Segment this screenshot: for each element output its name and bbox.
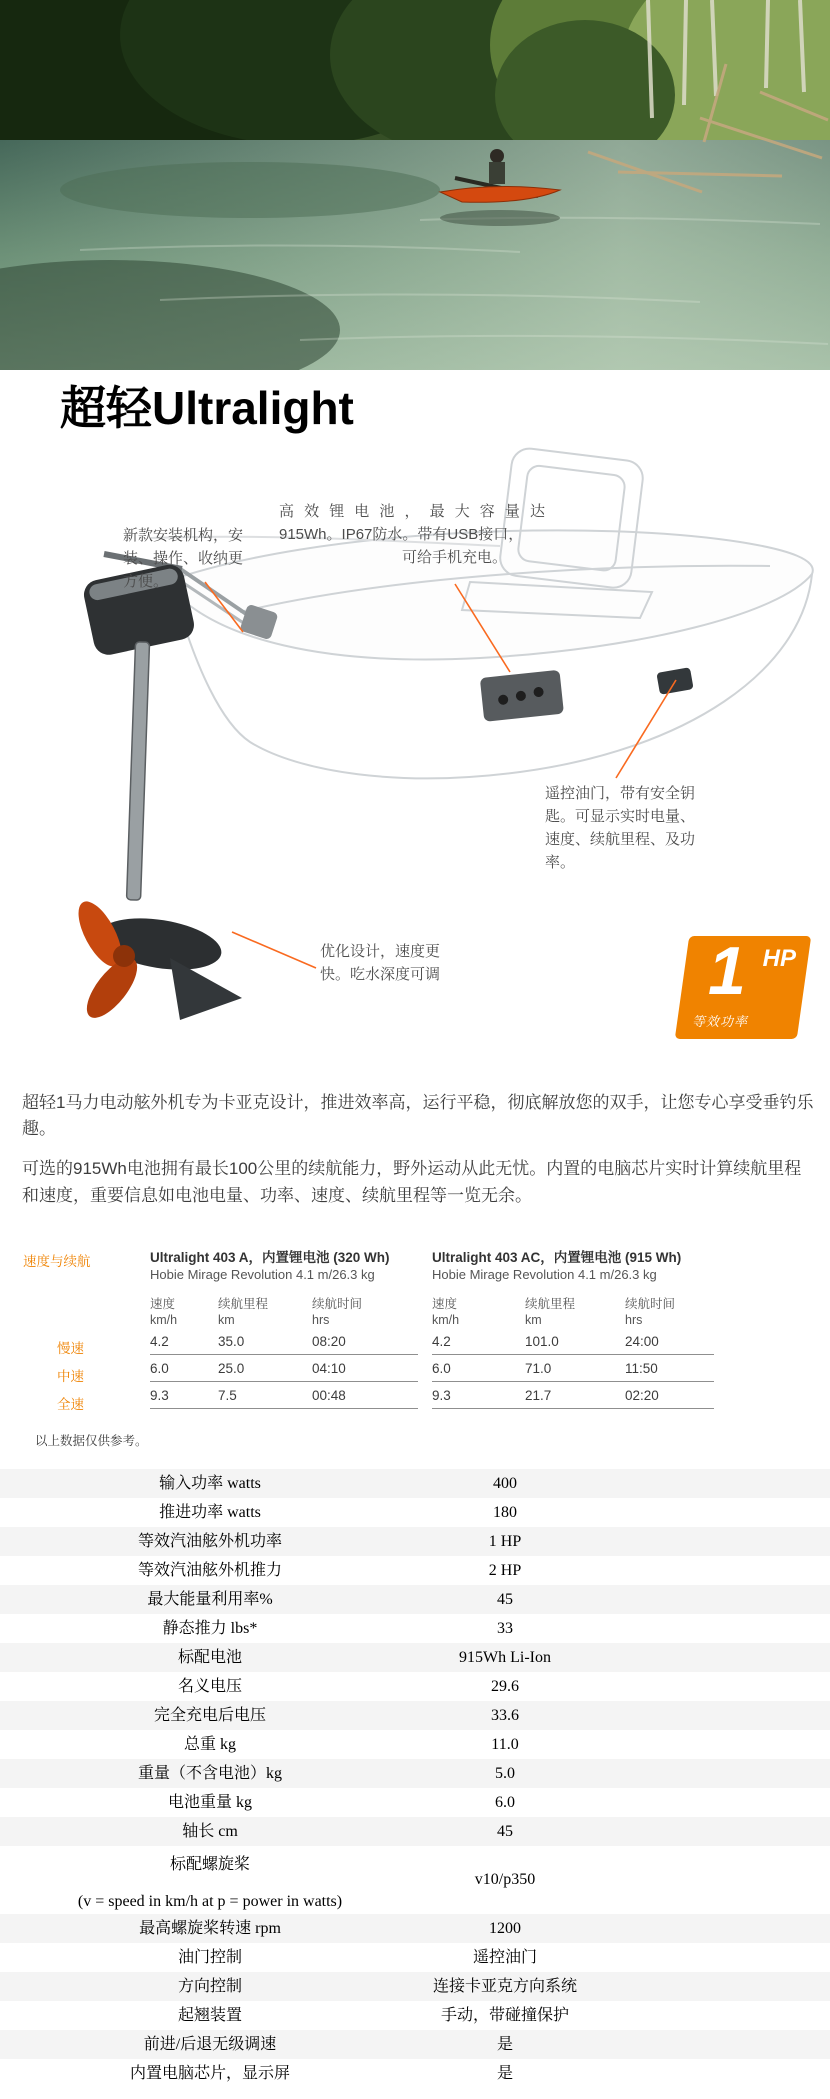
spec-label: 方向控制 <box>177 1977 242 1995</box>
spec-row <box>0 1498 830 1527</box>
spec-label: 静态推力 lbs* <box>162 1619 258 1637</box>
spec-value: 915Wh Li-Ion <box>459 1648 551 1666</box>
spec-label: 最大能量利用率% <box>147 1590 273 1608</box>
spec-row <box>0 2030 830 2059</box>
spec-value: 45 <box>497 1590 513 1608</box>
spec-label: 名义电压 <box>177 1677 242 1695</box>
section-label: 速度与续航 <box>23 1253 91 1269</box>
spec-value: 是 <box>496 2064 513 2082</box>
spec-row <box>0 1585 830 1614</box>
spec-label: 最高螺旋桨转速 rpm <box>139 1919 281 1937</box>
table-header-row: 速度 km/h 续航里程 km 续航时间 hrs <box>432 1296 676 1327</box>
spec-label: 完全充电后电压 <box>153 1706 266 1724</box>
speed-row-label-full: 全速 <box>57 1396 84 1412</box>
spec-value: 29.6 <box>491 1677 519 1695</box>
spec-label: 等效汽油舷外机功率 <box>137 1532 282 1550</box>
spec-row <box>0 1972 830 2001</box>
spec-label: 前进/后退无级调速 <box>143 2035 277 2053</box>
spec-row <box>0 1701 830 1730</box>
annotation-battery: 高效锂电池，最大容量达 915Wh。IP67防水。带有USB接口， 可给手机充电。 <box>279 502 545 566</box>
table-row: 6.0 25.0 04:10 <box>150 1355 418 1382</box>
spec-value: 1200 <box>489 1919 521 1937</box>
spec-value: 33.6 <box>491 1706 519 1724</box>
spec-row <box>0 1527 830 1556</box>
table-header-row: 速度 km/h 续航里程 km 续航时间 hrs <box>150 1296 363 1327</box>
spec-row <box>0 1943 830 1972</box>
table-row: 9.3 21.7 02:20 <box>432 1382 714 1409</box>
speed-table-403a <box>150 1249 418 1409</box>
badge-value: 1 <box>708 932 746 1009</box>
spec-value: 400 <box>493 1474 517 1492</box>
spec-label: 油门控制 <box>177 1948 242 1966</box>
spec-row <box>0 2059 830 2088</box>
table-row: 9.3 7.5 00:48 <box>150 1382 418 1409</box>
page-title: 超轻Ultralight <box>60 382 354 434</box>
speed-table-403ac <box>432 1249 714 1409</box>
spec-row <box>0 1672 830 1701</box>
spec-value: 11.0 <box>491 1735 519 1753</box>
spec-value: 5.0 <box>495 1764 515 1782</box>
table-footnote: 以上数据仅供参考。 <box>35 1433 148 1448</box>
spec-label: 起翘装置 <box>177 2006 242 2024</box>
intro-paragraph-1: 超轻1马力电动舷外机专为卡亚克设计，推进效率高，运行平稳，彻底解放您的双手，让您专心享受垂钓乐趣。 <box>22 1092 814 1138</box>
product-diagram <box>0 442 830 1062</box>
spec-row <box>0 1817 830 1846</box>
spec-label: 总重 kg <box>183 1735 236 1753</box>
intro-paragraph-2: 可选的915Wh电池拥有最长100公里的续航能力，野外运动从此无忧。内置的电脑芯片实时计算续航里程和速度，重要信息如电池电量、功率、速度、续航里程等一览无余。 <box>22 1159 802 1205</box>
spec-value: 45 <box>497 1822 513 1840</box>
spec-value: 遥控油门 <box>472 1948 537 1966</box>
spec-value: 6.0 <box>495 1793 515 1811</box>
spec-label: 轴长 cm <box>182 1822 238 1840</box>
spec-label: 内置电脑芯片，显示屏 <box>129 2064 290 2082</box>
spec-label: 重量（不含电池）kg <box>137 1764 282 1782</box>
spec-value: 连接卡亚克方向系统 <box>432 1977 577 1995</box>
table-subtitle: Hobie Mirage Revolution 4.1 m/26.3 kg <box>432 1266 657 1282</box>
speed-endurance-section <box>0 1235 830 1453</box>
spec-value: 手动，带碰撞保护 <box>440 2006 569 2024</box>
spec-table <box>0 1469 830 2088</box>
spec-row <box>0 1469 830 1498</box>
spec-label: 输入功率 watts <box>159 1474 261 1492</box>
spec-value: 33 <box>497 1619 513 1637</box>
spec-label: 等效汽油舷外机推力 <box>137 1561 282 1579</box>
table-row: 6.0 71.0 11:50 <box>432 1355 714 1382</box>
table-subtitle: Hobie Mirage Revolution 4.1 m/26.3 kg <box>150 1266 375 1282</box>
spec-row <box>0 1730 830 1759</box>
annotation-throttle: 遥控油门，带有安全钥 匙。可显示实时电量、 速度、续航里程、及功 率。 <box>545 784 696 872</box>
spec-value: 180 <box>493 1503 517 1521</box>
spec-row <box>0 1614 830 1643</box>
annotation-mount: 新款安装机构，安 装、操作、收纳更 方便。 <box>123 526 244 590</box>
spec-label: 标配电池 <box>177 1648 242 1666</box>
spec-value: 1 HP <box>488 1532 522 1550</box>
table-title: Ultralight 403 AC，内置锂电池 (915 Wh) <box>432 1249 682 1265</box>
hero-image <box>0 0 830 370</box>
badge-label: 等效功率 <box>692 1013 749 1029</box>
spec-note: (v = speed in km/h at p = power in watts) <box>77 1892 343 1910</box>
spec-row <box>0 1914 830 1943</box>
badge-unit: HP <box>762 944 796 972</box>
intro-section <box>0 1062 830 1209</box>
table-row: 4.2 101.0 24:00 <box>432 1328 714 1355</box>
battery-box <box>480 669 564 721</box>
spec-row <box>0 1788 830 1817</box>
spec-row <box>0 2001 830 2030</box>
motor-illustration <box>70 554 279 1026</box>
spec-row-propeller <box>0 1846 830 1914</box>
hp-badge <box>675 932 811 1039</box>
annotation-propeller: 优化设计，速度更 快。吃水深度可调 <box>320 942 441 983</box>
spec-value: 是 <box>496 2035 513 2053</box>
propeller <box>70 895 146 1025</box>
spec-label: 电池重量 kg <box>167 1793 252 1811</box>
table-row: 4.2 35.0 08:20 <box>150 1328 418 1355</box>
spec-row <box>0 1643 830 1672</box>
speed-row-label-slow: 慢速 <box>57 1340 84 1356</box>
speed-row-label-mid: 中速 <box>57 1368 84 1384</box>
spec-label: 推进功率 watts <box>159 1503 261 1521</box>
spec-label: 标配螺旋桨 <box>169 1855 250 1873</box>
spec-row <box>0 1759 830 1788</box>
spec-value: v10/p350 <box>474 1870 536 1888</box>
table-title: Ultralight 403 A，内置锂电池 (320 Wh) <box>150 1249 390 1265</box>
spec-value: 2 HP <box>488 1561 522 1579</box>
spec-row <box>0 1556 830 1585</box>
